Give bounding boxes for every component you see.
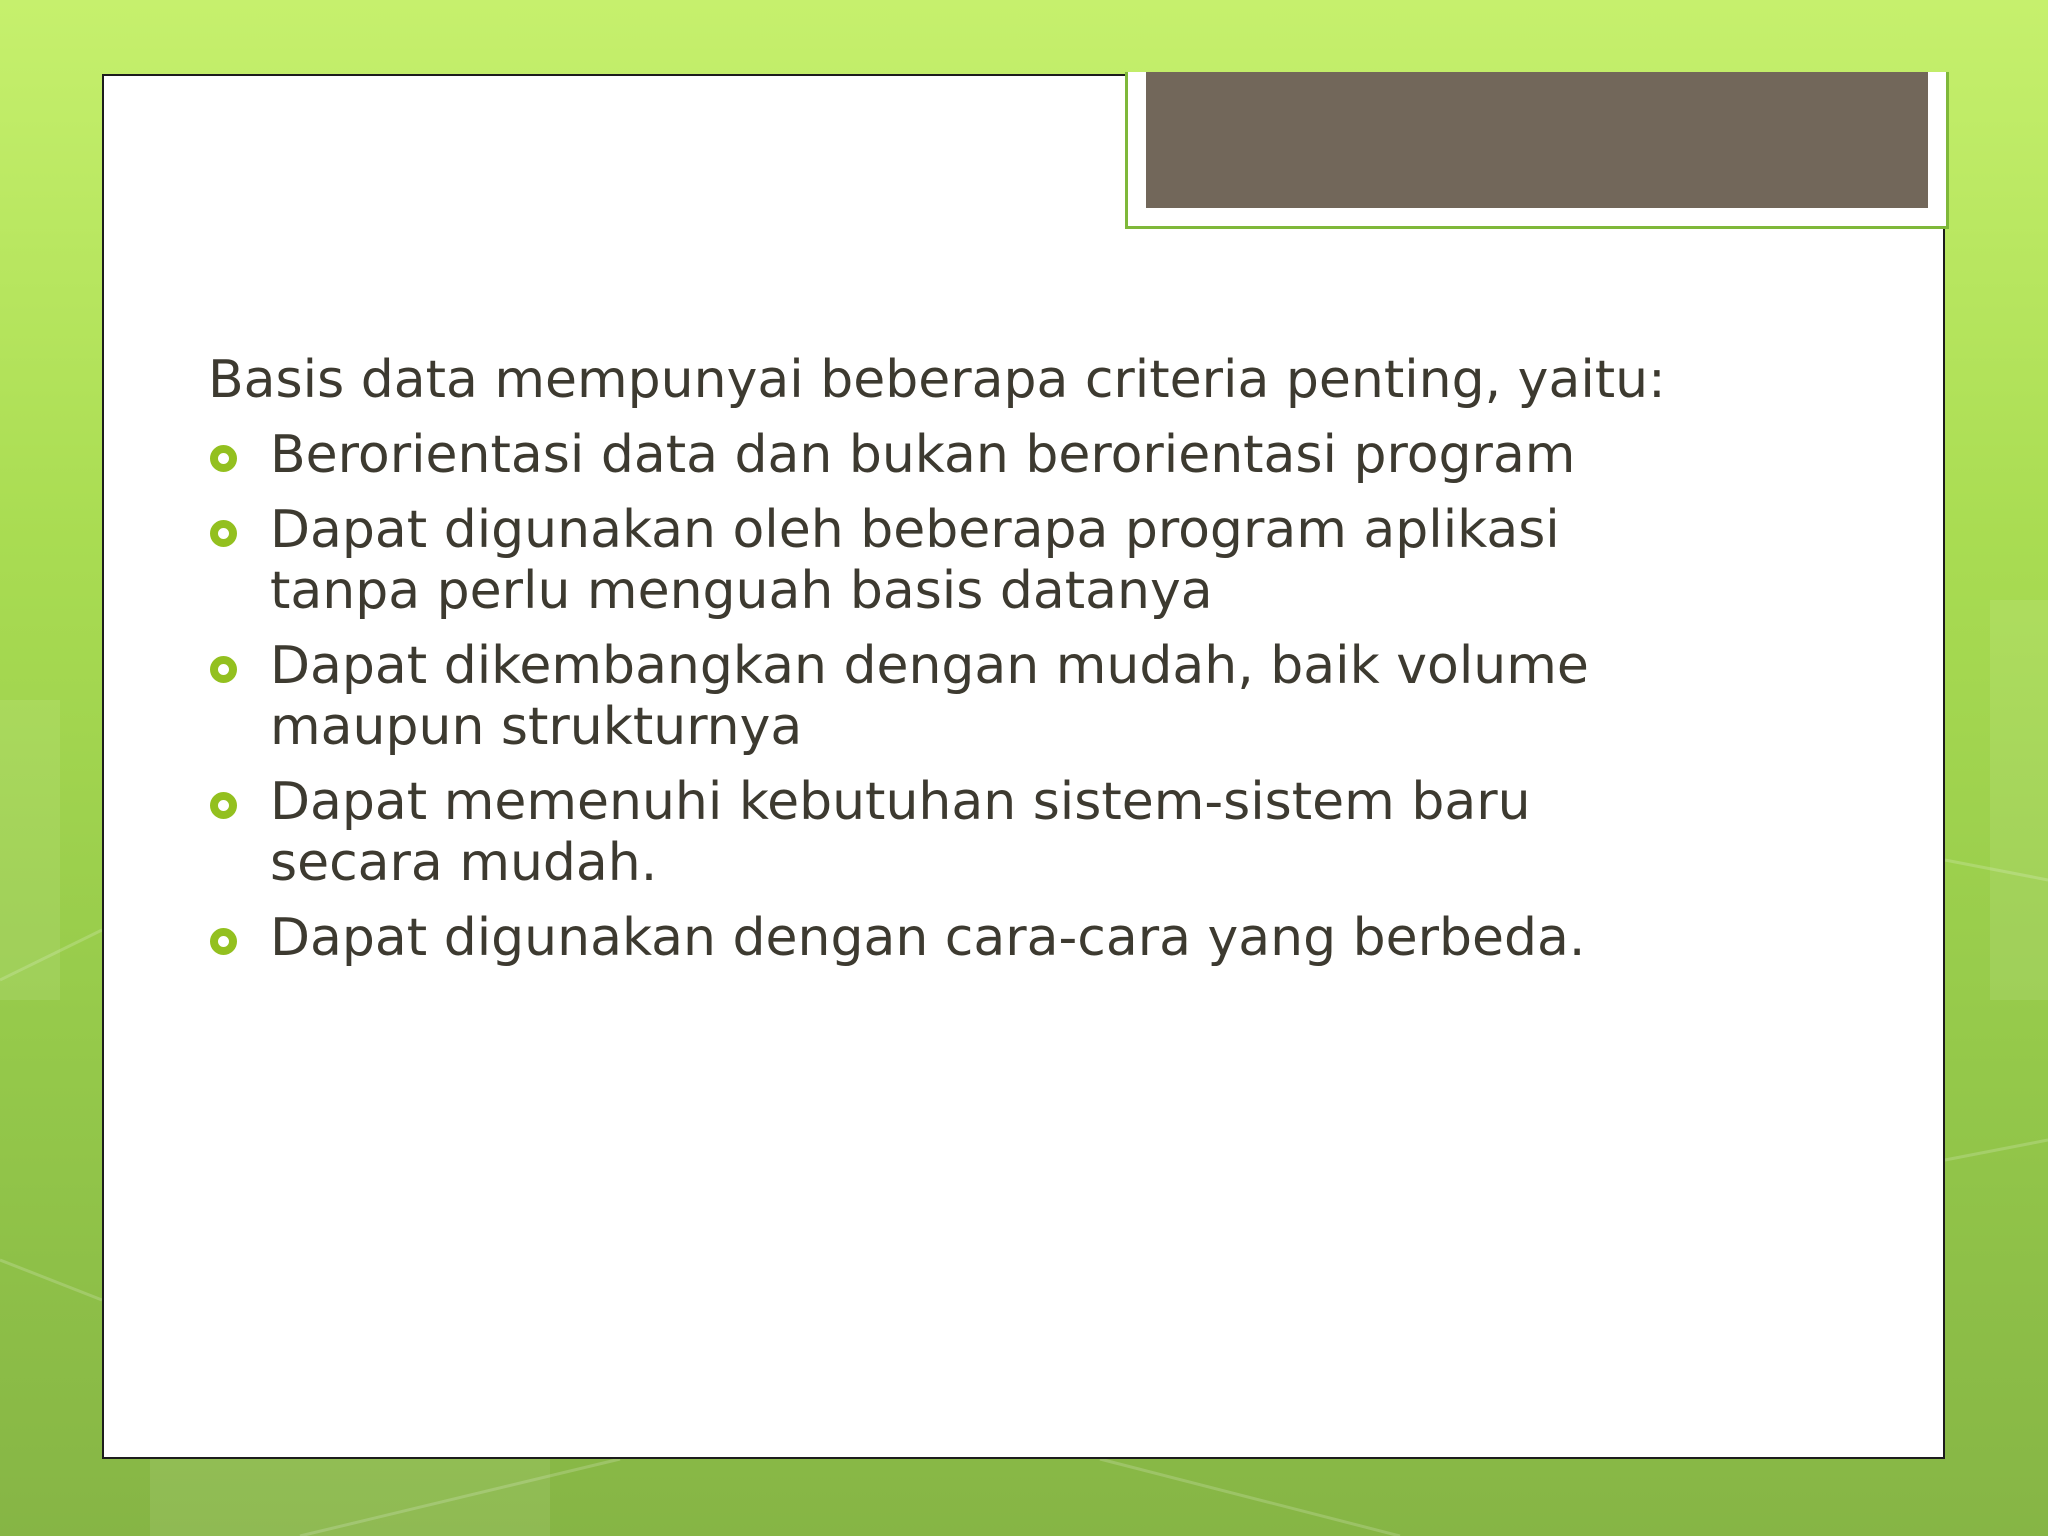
bullet-item bbox=[208, 425, 1708, 486]
bullet-item bbox=[208, 908, 1708, 969]
title-placeholder-frame bbox=[1125, 72, 1949, 229]
bullet-list bbox=[208, 425, 1708, 969]
ring-bullet-icon bbox=[210, 792, 237, 819]
bullet-text: Dapat digunakan oleh beberapa program aplikasi tanpa perlu menguah basis datanya bbox=[270, 500, 1560, 621]
bullet-text: Dapat dikembangkan dengan mudah, baik volume maupun strukturnya bbox=[270, 636, 1589, 757]
ring-bullet-icon bbox=[210, 445, 237, 472]
bullet-text: Berorientasi data dan bukan berorientasi program bbox=[270, 425, 1576, 485]
ring-bullet-icon bbox=[210, 656, 237, 683]
bullet-item bbox=[208, 500, 1708, 622]
ring-bullet-icon bbox=[210, 928, 237, 955]
bullet-text: Dapat memenuhi kebutuhan sistem-sistem baru secara mudah. bbox=[270, 772, 1531, 893]
intro-text: Basis data mempunyai beberapa criteria penting, yaitu: bbox=[208, 350, 1666, 410]
slide-body bbox=[208, 350, 1708, 983]
title-placeholder bbox=[1146, 72, 1928, 208]
bullet-text: Dapat digunakan dengan cara-cara yang berbeda. bbox=[270, 908, 1586, 968]
bullet-item bbox=[208, 636, 1708, 758]
bullet-item bbox=[208, 772, 1708, 894]
ring-bullet-icon bbox=[210, 520, 237, 547]
